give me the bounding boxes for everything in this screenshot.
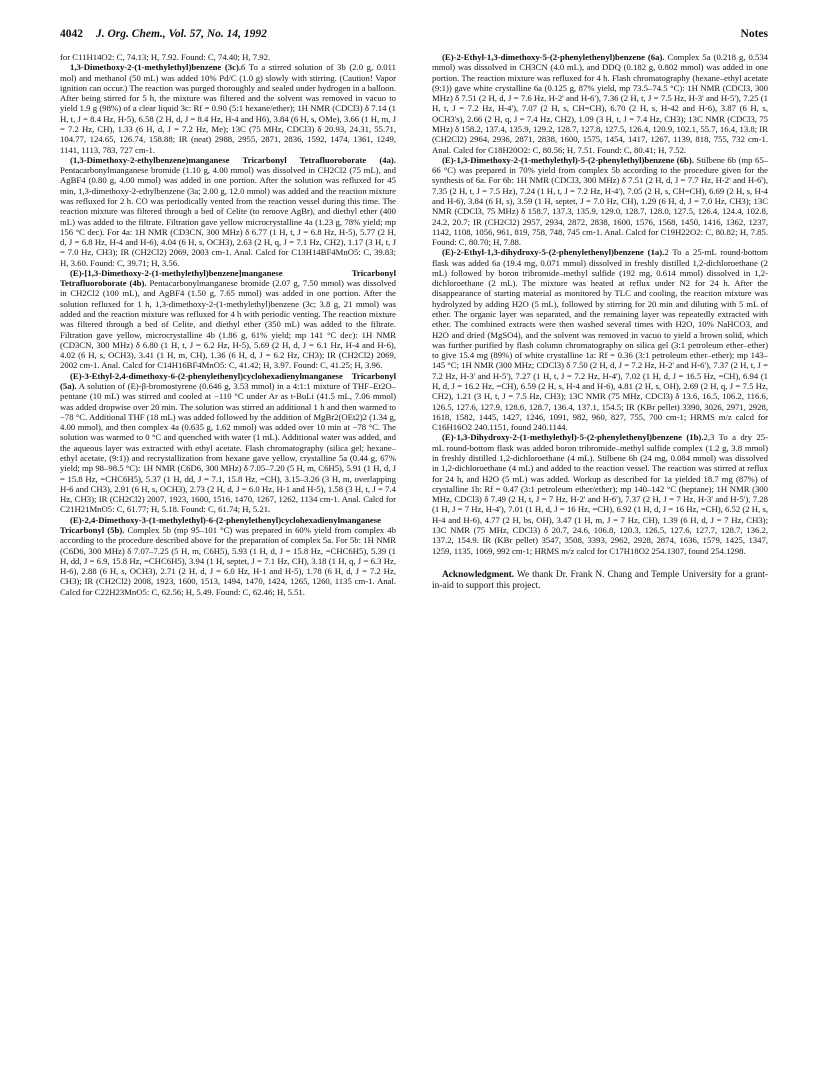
left-para-0-text: for C11H14O2: C, 74.13; H, 7.92. Found: C, 74.40; H, 7.92. [60,52,271,62]
left-para-4-title: (E)-3-Ethyl-2,4-dimethoxy-6-(2-phenylethenyl)cyclohexadienylmanganese Tricarbonyl (5a). [60,370,396,391]
left-para-0 [60,52,396,62]
page-header [60,28,768,44]
left-column [60,52,396,1062]
left-para-2-title: (1,3-Dimethoxy-2-ethylbenzene)manganese Tricarbonyl Tetrafluoroborate (4a). [70,154,396,165]
right-para-1-text: Stilbene 6b (mp 65–66 °C) was prepared in 70% yield from complex 5b according to the procedure given for the synthesis of 6a. For 6b: 1H NMR (CDCl3, 300 MHz) δ 7.51 (2 H, d, J = 7.7 Hz, H-2' and H-6'), 7.35 (2 H, t, J = 7.5 Hz), 7.24 (1 H, t, J = 7.2 Hz, H-4'), 7.05 (2 H, s, CH=CH), 6.69 (2 H, s, H-4 and H-6), 3.84 (6 H, s), 3.59 (1 H, septet, J = 7.0 Hz, CH), 1.29 (6 H, d, J = 7.0 Hz, CH3); 13C NMR (CDCl3, 75 MHz) δ 158.7, 137.3, 135.9, 129.0, 128.7, 128.0, 127.5, 126.4, 124.4, 102.8, 24.2, 20.7; IR (CH2Cl2) 2957, 2934, 2872, 2838, 1600, 1576, 1568, 1450, 1416, 1362, 1237, 1142, 1108, 1056, 961, 819, 758, 748, 745 cm-1. Anal. Calcd for C19H22O2: C, 80.82; H, 7.85. Found: C, 80.70; H, 7.88. [432,154,768,248]
left-para-2-text: Pentacarbonylmanganese bromide (1.10 g, 4.00 mmol) was dissolved in CH2Cl2 (75 mL), and AgBF4 (0.80 g, 4.00 mmol) was added in one portion. After the solution was refluxed for 45 min, 1,3-dimethoxy-2-ethylbenzene (3a; 2.00 g, 12.0 mmol) was added and the reaction mixture was refluxed for 2 h. CO was periodically vented from the reaction vessel during this time. The reaction mixture was filtered through a bed of Celite (to remove AgBr), and diethyl ether (400 mL) was added to the filtrate. Filtration gave yellow microcrystalline 4a (1.23 g, 78% yield; mp 156 °C dec). For 4a: 1H NMR (CD3CN, 300 MHz) δ 6.77 (1 H, t, J = 6.8 Hz, H-5), 5.77 (2 H, d, J = 6.8 Hz, H-4 and H-6), 4.04 (6 H, s, OCH3), 2.63 (2 H, q, J = 7.1 Hz, CH2), 1.17 (3 H, t, J = 7.0 Hz, CH3); IR (CH2Cl2) 2069, 2003 cm-1. Anal. Calcd for C13H14BF4MnO5: C, 39.83; H, 3.60. Found: C, 39.71; H, 3.56. [60,165,396,268]
left-para-1 [60,62,396,155]
left-para-4-text: A solution of (E)-β-bromostyrene (0.646 g, 3.53 mmol) in a 4:1:1 mixture of THF–Et2O–pentane (10 mL) was stirred and cooled at −110 °C under Ar as t-BuLi (41.5 mL, 7.06 mmol) was added dropwise over 20 min. The solution was stirred an additional 1 h and then warmed to −78 °C. Additional THF (18 mL) was added followed by the addition of MgBr2(OEt2)2 (1.34 g, 4.00 mmol), and then complex 4a (0.635 g, 1.62 mmol) was added over 10 min at −78 °C. The solution was warmed to 0 °C and quenched with water (1 mL). Additional water was added, and the aqueous layer was extracted with ethyl acetate. Flash chromatography (silica gel; hexane–ethyl acetate, (9:1)) and recrystallization from hexane gave yellow, crystalline 5a (0.44 g, 67% yield; mp 98–98.5 °C): 1H NMR (C6D6, 300 MHz) δ 7.05–7.20 (5 H, m, C6H5), 5.91 (1 H, d, J = 15.8 Hz, =CHC6H5), 5.37 (1 H, dd, J = 7.1, 15.8 Hz, =CH), 3.15–3.26 (3 H, m, overlapping H-6 and CH3), 2.91 (6 H, s, OCH3), 2.73 (2 H, d, J = 6.0 Hz, H-1 and H-5), 1.58 (3 H, t, J = 7.4 Hz, CH3); IR (CH2Cl2) 2007, 1923, 1600, 1516, 1470, 1267, 1262, 1134 cm-1. Anal. Calcd for C21H21MnO5: C, 61.77; H, 5.18. Found: C, 61.74; H, 5.21. [60,381,396,515]
left-para-3 [60,268,396,371]
right-para-2-text: 2 To a 25-mL round-bottom flask was added 6a (19.4 mg, 0.071 mmol) dissolved in freshly distilled 1,2-dichloroethane (2 mL) followed by boron tribromide–methyl sulfide (192 mg, 0.614 mmol) dissolved in 1,2-dichloroethane (2 mL). The mixture was heated at reflux under N2 for 24 h. After the disappearance of starting material as monitored by TLC and cooling, the reaction mixture was hydrolyzed by adding H2O (5 mL), followed by stirring for 20 min and diluting with 5 mL of ether. The organic layer was separated, and the remaining layer was repeatedly extracted with ether. The combined extracts were then washed several times with H2O, 10% NaHCO3, and H2O and dried (MgSO4), and the solvent was removed in vacuo to yield a brown solid, which was further purified by flash column chromatography on silica gel (3:1 petroleum ether–ether) to give 15.4 mg (89%) of white crystalline 1a: Rf = 0.36 (3:1 petroleum ether–ether); mp 143–145 °C; 1H NMR (300 MHz; CDCl3) δ 7.50 (2 H, d, J = 7.2 Hz, H-2' and H-6'), 7.37 (2 H, t, J = 7.2 Hz, H-3' and H-5'), 7.27 (1 H, t, J = 7.2 Hz, H-4'), 7.02 (1 H, d, J = 16.5 Hz, =CH), 6.94 (1 H, d, J = 16.2 Hz, =CH), 6.59 (2 H, s, H-4 and H-6), 4.81 (2 H, s, OH), 2.69 (2 H, q, J = 7.5 Hz, CH2), 1.21 (3 H, t, J = 7.5 Hz, CH3); 13C NMR (75 MHz, CDCl3) δ 13.6, 16.5, 106.2, 116.6, 126.5, 127.6, 127.9, 128.6, 128.7, 136.4, 137.1, 154.5; IR (KBr pellet) 3390, 3026, 2971, 2928, 1618, 1582, 1445, 1427, 1246, 1091, 982, 960, 827, 755, 700 cm-1; HRMS m/z calcd for C16H16O2 240.1151, found 240.1144. [432,247,768,433]
acknowledgment-title: Acknowledgment. [442,569,515,580]
left-para-3-text: Pentacarbonylmanganese bromide (2.07 g, 7.50 mmol) was dissolved in CH2Cl2 (100 mL), and AgBF4 (1.50 g, 7.65 mmol) was added in one portion. After the solution refluxed for 1 h, 1,3-dimethoxy-2-(1-methylethyl)benzene (3c; 3.8 g, 21 mmol) was added and the reaction mixture was refluxed for 4 h with periodic venting. The reaction mixture was filtered through a bed of Celite, and diethyl ether (350 mL) was added to the filtrate. Filtration gave yellow, microcrystalline 4b (1.86 g, 61% yield; mp 141 °C dec): 1H NMR (CD3CN, 300 MHz) δ 6.80 (1 H, t, J = 6.2 Hz, H-5), 5.69 (2 H, d, J = 6.1 Hz, H-4 and H-6), 4.02 (6 H, s, OCH3), 3.41 (1 H, m, CH), 1.36 (6 H, d, J = 6.2 Hz, CH3); IR (CH2Cl2) 2069, 2002 cm-1. Anal. Calcd for C14H16BF4MnO5: C, 41.42; H, 3.97. Found: C, 41.25; H, 3.96. [60,278,396,371]
left-para-5 [60,515,396,597]
right-para-0-title: (E)-2-Ethyl-1,3-dimethoxy-5-(2-phenylethenyl)benzene (6a). [442,52,665,62]
left-para-4 [60,371,396,515]
left-para-1-text: 6 To a stirred solution of 3b (2.0 g, 0.011 mol) and methanol (50 mL) was added 10% Pd/C (1.0 g) slowly with stirring. (Caution! Vapor ignition can occur.) The reaction was purged thoroughly and sealed under hydrogen in a balloon. After being stirred for 5 h, the mixture was filtered and the solvent was removed in vacuo to yield 1.9 g (98%) of a clear liquid 3c: Rf = 0.90 (5:1 hexane/ether); 1H NMR (CDCl3) δ 7.14 (1 H, t, J = 8.4 Hz, H-5), 6.58 (2 H, d, J = 8.4 Hz, H-4 and H6), 3.84 (6 H, s, OMe), 3.66 (1 H, m, J = 7.2 Hz, CH), 1.33 (6 H, d, J = 7.2 Hz, Me); 13C (75 MHz, CDCl3) δ 20.93, 24.31, 55.71, 104.77, 124.65, 126.74, 158.88; IR (neat) 2988, 2955, 2871, 2836, 1592, 1474, 1361, 1249, 1141, 1113, 783, 727 cm-1. [60,62,396,155]
right-para-1-title: (E)-1,3-Dimethoxy-2-(1-methylethyl)-5-(2-phenylethyl)benzene (6b). [442,154,694,165]
left-para-1-title: 1,3-Dimethoxy-2-(1-methylethyl)benzene (3c). [70,62,242,73]
acknowledgment-text: We thank Dr. Frank N. Chang and Temple University for a grant-in-aid to support this project. [432,569,768,592]
left-para-5-text: Complex 5b (mp 95–101 °C) was prepared in 60% yield from complex 4b according to the procedure described above for the preparation of complex 5a. For 5b: 1H NMR (C6D6, 300 MHz) δ 7.07–7.25 (5 H, m, C6H5), 5.93 (1 H, d, J = 15.8 Hz, =CHC6H5), 5.39 (1 H, dd, J = 6.9, 15.8 Hz, =CHC6H5), 3.94 (1 H, septet, J = 7.1 Hz, CH), 3.18 (1 H, q, J = 6.3 Hz, H-6), 2.88 (6 H, s, OCH3), 2.71 (2 H, d, J = 6.0 Hz, H-1 and H-5), 1.78 (6 H, d, J = 7.2 Hz, CH3); IR (CH2Cl2) 2008, 1923, 1600, 1513, 1494, 1470, 1424, 1265, 1260, 1135 cm-1. Anal. Calcd for C22H23MnO5: C, 62.56; H, 5.49. Found: C, 62.46; H, 5.51. [60,524,396,597]
left-para-2 [60,155,396,268]
right-para-3-title: (E)-1,3-Dihydroxy-2-(1-methylethyl)-5-(2-phenylethenyl)benzene (1b). [442,432,704,443]
section-label: Notes [740,28,768,40]
right-para-3-text: 2,3 To a dry 25-mL round-bottom flask was added boron tribromide–methyl sulfide complex (1.2 g, 3.8 mmol) in freshly distilled 1,2-dichloroethane (4 mL). Stilbene 6b (24 mg, 0.084 mmol) was dissolved in 1,2-dichloroethane (4 mL) and added to the reaction vessel. The reaction was stirred at reflux for 24 h, and H2O (5 mL) was added. Workup as described for 1a yielded 18.7 mg (87%) of crystalline 1b: Rf = 0.47 (3:1 petroleum ether/ether); mp 140–142 °C (heptane); 1H NMR (300 MHz, CDCl3) δ 7.49 (2 H, t, J = 7 Hz, H-2' and H-6'), 7.37 (2 H, J = 7 Hz, H-3' and H-5'), 7.28 (1 H, J = 7 Hz, H-4'), 7.01 (1 H, d, J = 16 Hz, =CH), 6.92 (1 H, d, J = 16 Hz, =CH), 6.52 (2 H, s, H-4 and H-6), 4.77 (2 H, bs, OH), 3.47 (1 H, m, J = 7 Hz, CH), 1.39 (6 H, d, J = 7 Hz, CH3); 13C NMR (75 MHz, CDCl3) δ 20.7, 24.6, 106.8, 120.3, 126.5, 127.6, 127.7, 128.7, 136.2, 137.2, 154.9. IR (KBr pellet) 3547, 3508, 3393, 2962, 2928, 2874, 1636, 1579, 1425, 1347, 1259, 1135, 1069, 992 cm-1; HRMS m/z calcd for C17H18O2 254.1307, found 254.1298. [432,432,768,556]
left-para-5-title: (E)-2,4-Dimethoxy-3-(1-methylethyl)-6-(2-phenylethenyl)cyclohexadienylmanganese Tricarbonyl (5b). [60,514,382,535]
acknowledgment [432,570,768,593]
right-para-2-title: (E)-2-Ethyl-1,3-dihydroxy-5-(2-phenylethenyl)benzene (1a). [442,247,665,258]
right-para-0 [432,52,768,155]
left-para-3-title: (E)-[1,3-Dimethoxy-2-(1-methylethyl)benzene]manganese Tricarbonyl Tetrafluoroborate (4b). [60,267,396,289]
right-para-1 [432,155,768,248]
right-column [432,52,768,1062]
page-number: 4042 [60,28,83,40]
right-para-0-text: Complex 5a (0.218 g, 0.534 mmol) was dissolved in CH3CN (4.0 mL), and DDQ (0.182 g, 0.802 mmol) was added in one portion. The reaction mixture was refluxed for 4 h. Flash chromatography (hexane–ethyl acetate (9:1)) gave white crystalline 6a (0.125 g, 87% yield, mp 73.5–74.5 °C): 1H NMR (CDCl3, 300 MHz) δ 7.51 (2 H, d, J = 7.6 Hz, H-2' and H-6'), 7.36 (2 H, t, J = 7.5 Hz, H-3' and H-5'), 7.25 (1 H, t, J = 7.2 Hz, H-4'), 7.07 (2 H, s, CH=CH), 6.70 (2 H, s, H-42 and H-6), 3.87 (6 H, s, OCH3's), 2.66 (2 H, q, J = 7.4 Hz, CH2), 1.09 (3 H, t, J = 7.4 Hz, CH3); 13C NMR (CDCl3, 75 MHz) δ 158.2, 137.4, 135.9, 129.2, 128.7, 127.8, 127.5, 126.4, 120.9, 102.1, 55.7, 16.4, 13.8; IR (CH2Cl2) 2964, 2936, 2871, 2838, 1600, 1575, 1454, 1417, 1267, 1139, 818, 755, 732 cm-1. Anal. Calcd for C18H20O2: C, 80.56; H, 7.51. Found: C, 80.41; H, 7.52. [432,52,768,155]
right-para-2 [432,247,768,432]
journal-citation: J. Org. Chem., Vol. 57, No. 14, 1992 [96,28,267,40]
right-para-3 [432,432,768,555]
